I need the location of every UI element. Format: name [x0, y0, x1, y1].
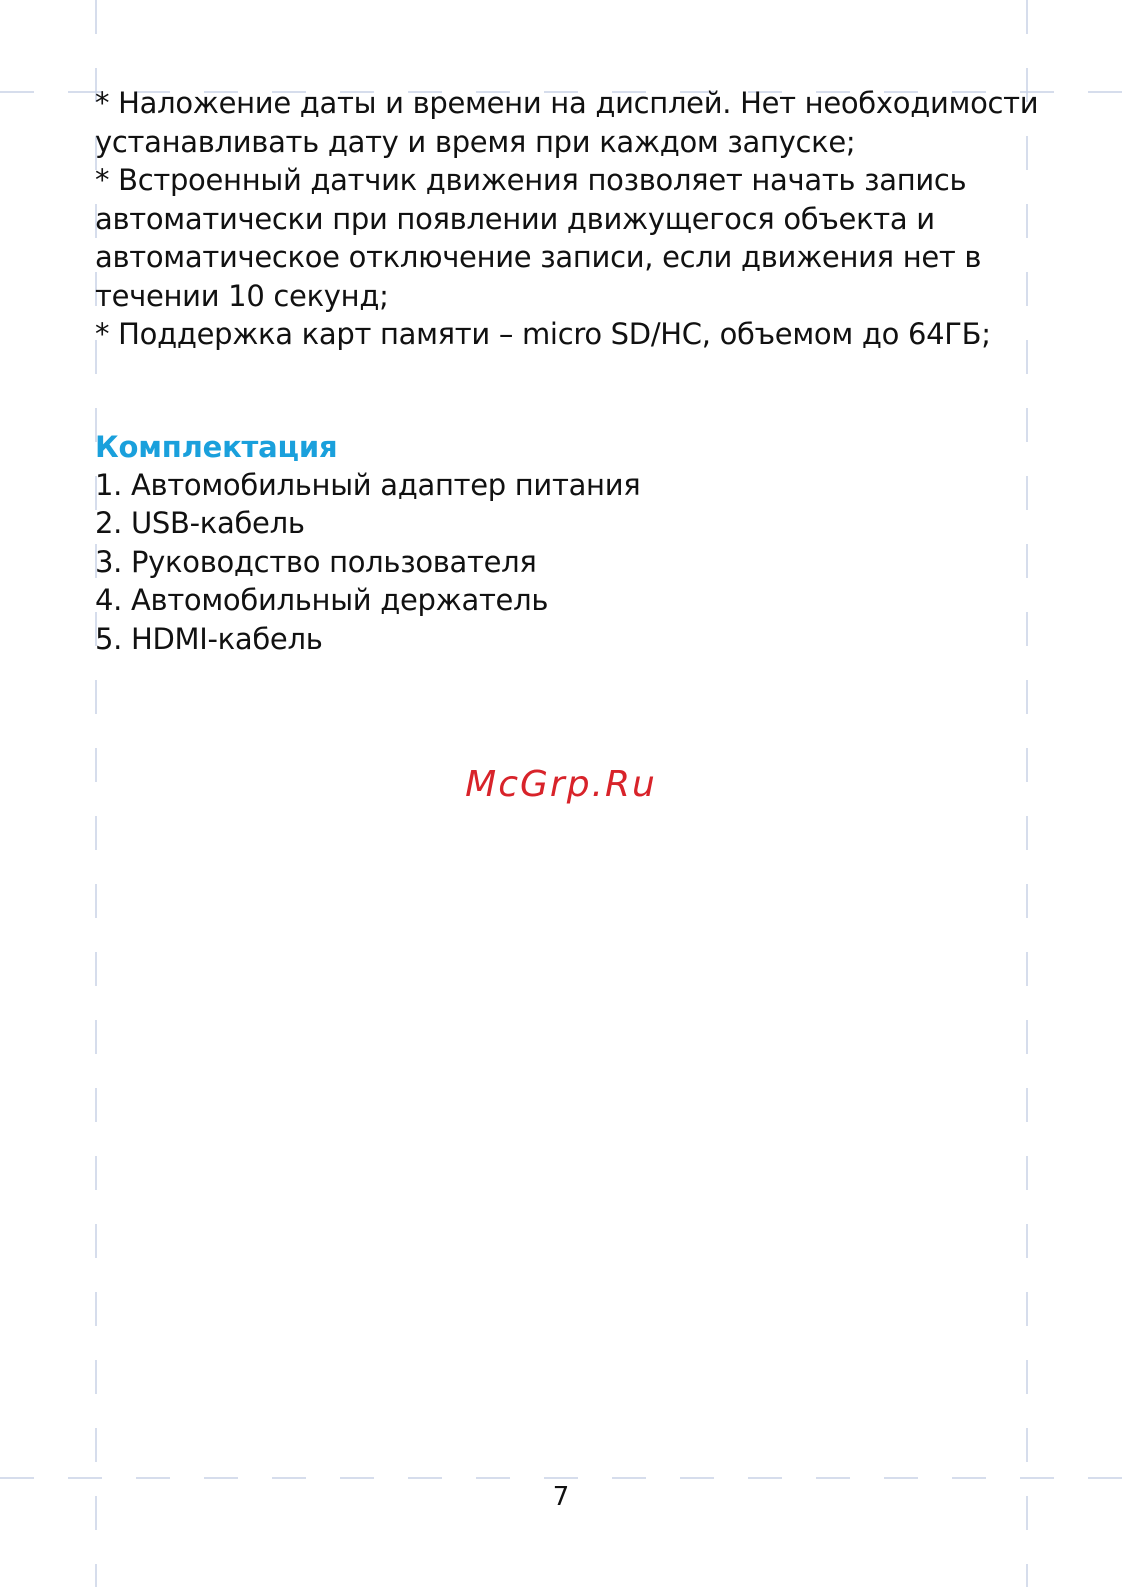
page-number: 7	[552, 1482, 570, 1512]
feature-list	[95, 84, 1055, 354]
feature-item: * Наложение даты и времени на дисплей. Нет необходимости устанавливать дату и время при каждом запуске;	[95, 86, 1039, 159]
kit-list-item: 4. Автомобильный держатель	[95, 583, 549, 617]
kit-section-title: Комплектация	[95, 429, 338, 464]
feature-item: * Встроенный датчик движения позволяет начать запись автоматически при появлении движущегося объекта и автоматическое отключение записи, если движения нет в течении 10 секунд;	[95, 163, 982, 313]
kit-list-item: 5. HDMI-кабель	[95, 621, 323, 656]
feature-item: * Поддержка карт памяти – micro SD/HC, объемом до 64ГБ;	[95, 317, 991, 351]
kit-list-item: 3. Руководство пользователя	[95, 544, 537, 579]
kit-list-item: 1. Автомобильный адаптер питания	[95, 467, 641, 502]
watermark: McGrp.Ru	[465, 764, 657, 805]
kit-list-item: 2. USB-кабель	[95, 506, 305, 540]
page-content	[95, 84, 1055, 658]
kit-list	[95, 466, 1055, 659]
